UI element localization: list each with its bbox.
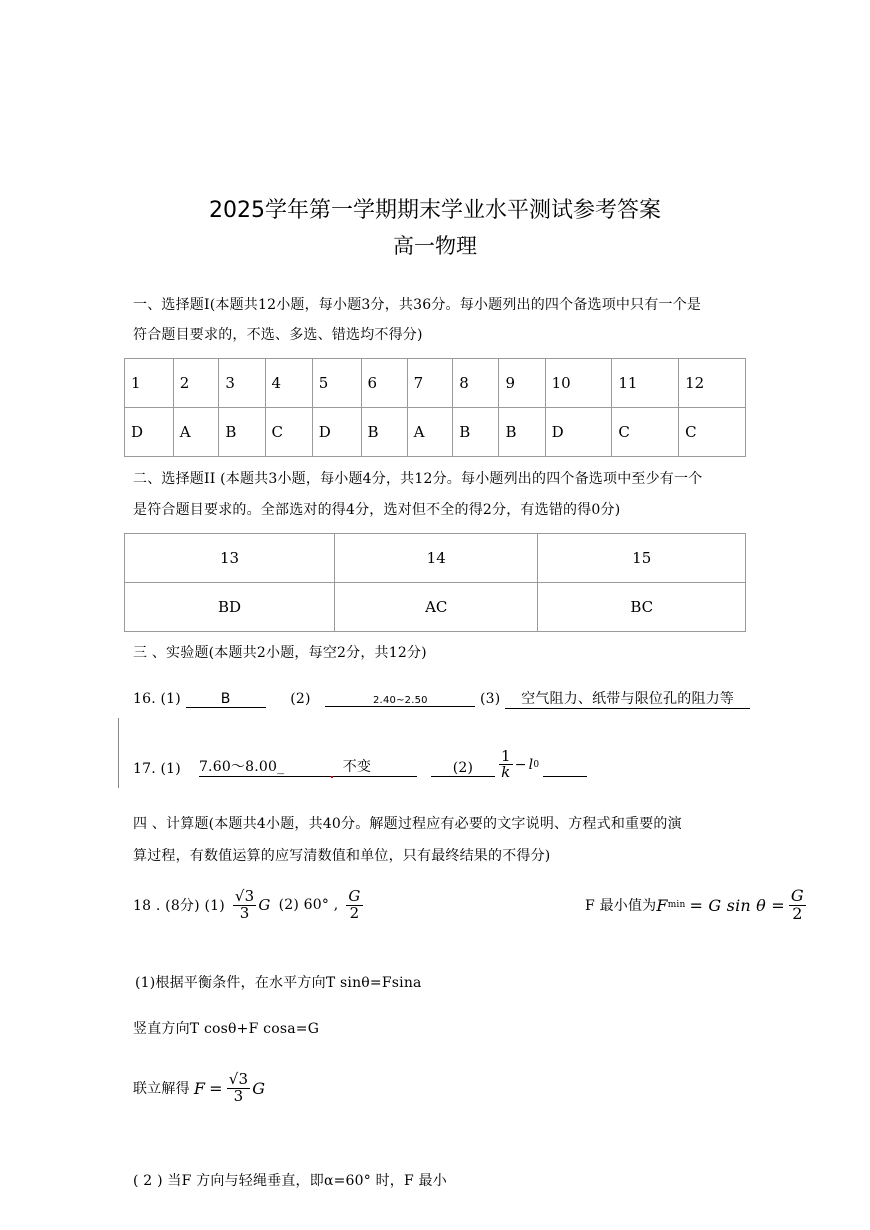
answer-cell: B — [453, 408, 499, 457]
section1-heading-line1: 一、选择题I(本题共12小题，每小题3分，共36分。每小题列出的四个备选项中只有一个是 — [133, 297, 702, 313]
answer-cell: A — [173, 408, 219, 457]
question-number: 3 — [219, 359, 265, 408]
document-subtitle: 高一物理 — [393, 234, 477, 258]
fraction-denominator: 2 — [349, 903, 360, 922]
answer-cell: B — [499, 408, 545, 457]
fmin-equation: = G sin θ = — [689, 895, 785, 915]
question-number: 6 — [361, 359, 407, 408]
table-row-numbers — [125, 359, 746, 408]
q16-part3-label: (3) — [480, 691, 501, 707]
q16-answer2: 2.40~2.50 — [325, 695, 475, 707]
section4-heading-line2: 算过程，有数值运算的应写清数值和单位，只有最终结果的不得分) — [133, 848, 551, 864]
section2-heading-line2: 是符合题目要求的。全部选对的得4分，选对但不全的得2分，有选错的得0分) — [133, 502, 621, 518]
question-number: 7 — [407, 359, 453, 408]
q18-line — [133, 880, 363, 930]
question-number: 5 — [312, 359, 361, 408]
q17-answer1b: 不变 — [297, 756, 417, 777]
question-number: 10 — [545, 359, 612, 408]
fraction-sqrt3-over-3 — [227, 1069, 251, 1105]
answer-cell: AC — [335, 583, 538, 632]
q17-line — [133, 733, 587, 783]
q17-answer2-blank — [543, 760, 587, 777]
answer-cell: C — [265, 408, 312, 457]
fraction-numerator: 1 — [500, 746, 511, 765]
solution-line3-label: 联立解得 — [133, 1081, 190, 1097]
f-symbol: F — [193, 1078, 206, 1098]
fraction-numerator: G — [348, 886, 361, 905]
question-number: 1 — [125, 359, 174, 408]
red-mark — [331, 776, 333, 778]
question-number: 13 — [125, 534, 335, 583]
fraction-sqrt3-over-3 — [233, 886, 257, 922]
f-min-subscript: min — [667, 900, 686, 910]
q16-line — [133, 688, 750, 709]
answer-cell: A — [407, 408, 453, 457]
answer-cell: D — [312, 408, 361, 457]
section3-heading: 三 、实验题(本题共2小题，每空2分，共12分) — [133, 645, 427, 661]
g-symbol: G — [258, 896, 271, 914]
fraction-one-over-k — [499, 746, 513, 782]
fraction-g-over-2-result — [789, 885, 806, 923]
q17-answer2-formula — [499, 746, 540, 782]
l-symbol: l — [528, 756, 534, 773]
solution-line1: (1)根据平衡条件，在水平方向T sinθ=Fsina — [135, 975, 422, 991]
q16-label: 16. (1) — [133, 691, 181, 707]
table-row-answers — [125, 583, 746, 632]
minus-sign: − — [514, 756, 527, 773]
question-number: 12 — [679, 359, 746, 408]
question-number: 11 — [612, 359, 679, 408]
fraction-numerator: G — [790, 885, 804, 905]
fraction-g-over-2 — [346, 886, 362, 922]
fmin-line — [585, 880, 806, 930]
q17-part2-label: (2) — [431, 760, 495, 777]
q18-label: 18 . (8分) (1) — [133, 898, 225, 914]
fraction-denominator: 3 — [239, 903, 250, 922]
document-title: 2025学年第一学期期末学业水平测试参考答案 — [209, 198, 661, 223]
answer-cell: C — [612, 408, 679, 457]
equals-sign: = — [209, 1078, 223, 1098]
fraction-numerator: √3 — [228, 1069, 249, 1088]
g-symbol: G — [252, 1078, 266, 1098]
solution-line2: 竖直方向T cosθ+F cosa=G — [133, 1021, 320, 1037]
answer-cell: D — [545, 408, 612, 457]
question-number: 15 — [538, 534, 746, 583]
q16-answer1: B — [186, 691, 266, 708]
question-number: 4 — [265, 359, 312, 408]
table-row-numbers — [125, 534, 746, 583]
q17-label: 17. (1) — [133, 761, 181, 777]
section1-heading-line2: 符合题目要求的，不选、多选、错选均不得分) — [133, 327, 423, 343]
answer-cell: C — [679, 408, 746, 457]
answer-cell: BC — [538, 583, 746, 632]
question-number: 8 — [453, 359, 499, 408]
solution-line3 — [133, 1064, 265, 1112]
q18-part2: (2) 60° , — [278, 897, 339, 913]
q16-answer3: 空气阻力、纸带与限位孔的阻力等 — [505, 688, 750, 709]
fraction-numerator: √3 — [234, 886, 255, 905]
section1-answer-table — [124, 358, 746, 457]
section2-answer-table — [124, 533, 746, 632]
answer-cell: B — [219, 408, 265, 457]
margin-line — [118, 718, 119, 788]
q16-part2-label: (2) — [290, 691, 311, 707]
fmin-label: F 最小值为 — [585, 898, 657, 914]
question-number: 14 — [335, 534, 538, 583]
solution-line4: ( 2 ) 当F 方向与轻绳垂直，即α=60° 时，F 最小 — [133, 1173, 447, 1189]
fraction-denominator: 3 — [233, 1086, 244, 1105]
answer-cell: D — [125, 408, 174, 457]
q17-answer1: 7.60～8.00_ — [199, 756, 297, 777]
answer-cell: B — [361, 408, 407, 457]
section2-heading-line1: 二、选择题II (本题共3小题，每小题4分，共12分。每小题列出的四个备选项中至少有一个 — [133, 471, 703, 487]
table-row-answers — [125, 408, 746, 457]
f-symbol: F — [656, 895, 668, 915]
l-subscript: 0 — [533, 759, 540, 770]
question-number: 9 — [499, 359, 545, 408]
section4-heading-line1: 四 、计算题(本题共4小题，共40分。解题过程应有必要的文字说明、方程式和重要的演 — [133, 816, 682, 832]
fraction-denominator: k — [501, 763, 511, 782]
question-number: 2 — [173, 359, 219, 408]
answer-cell: BD — [125, 583, 335, 632]
fraction-denominator: 2 — [792, 903, 803, 923]
